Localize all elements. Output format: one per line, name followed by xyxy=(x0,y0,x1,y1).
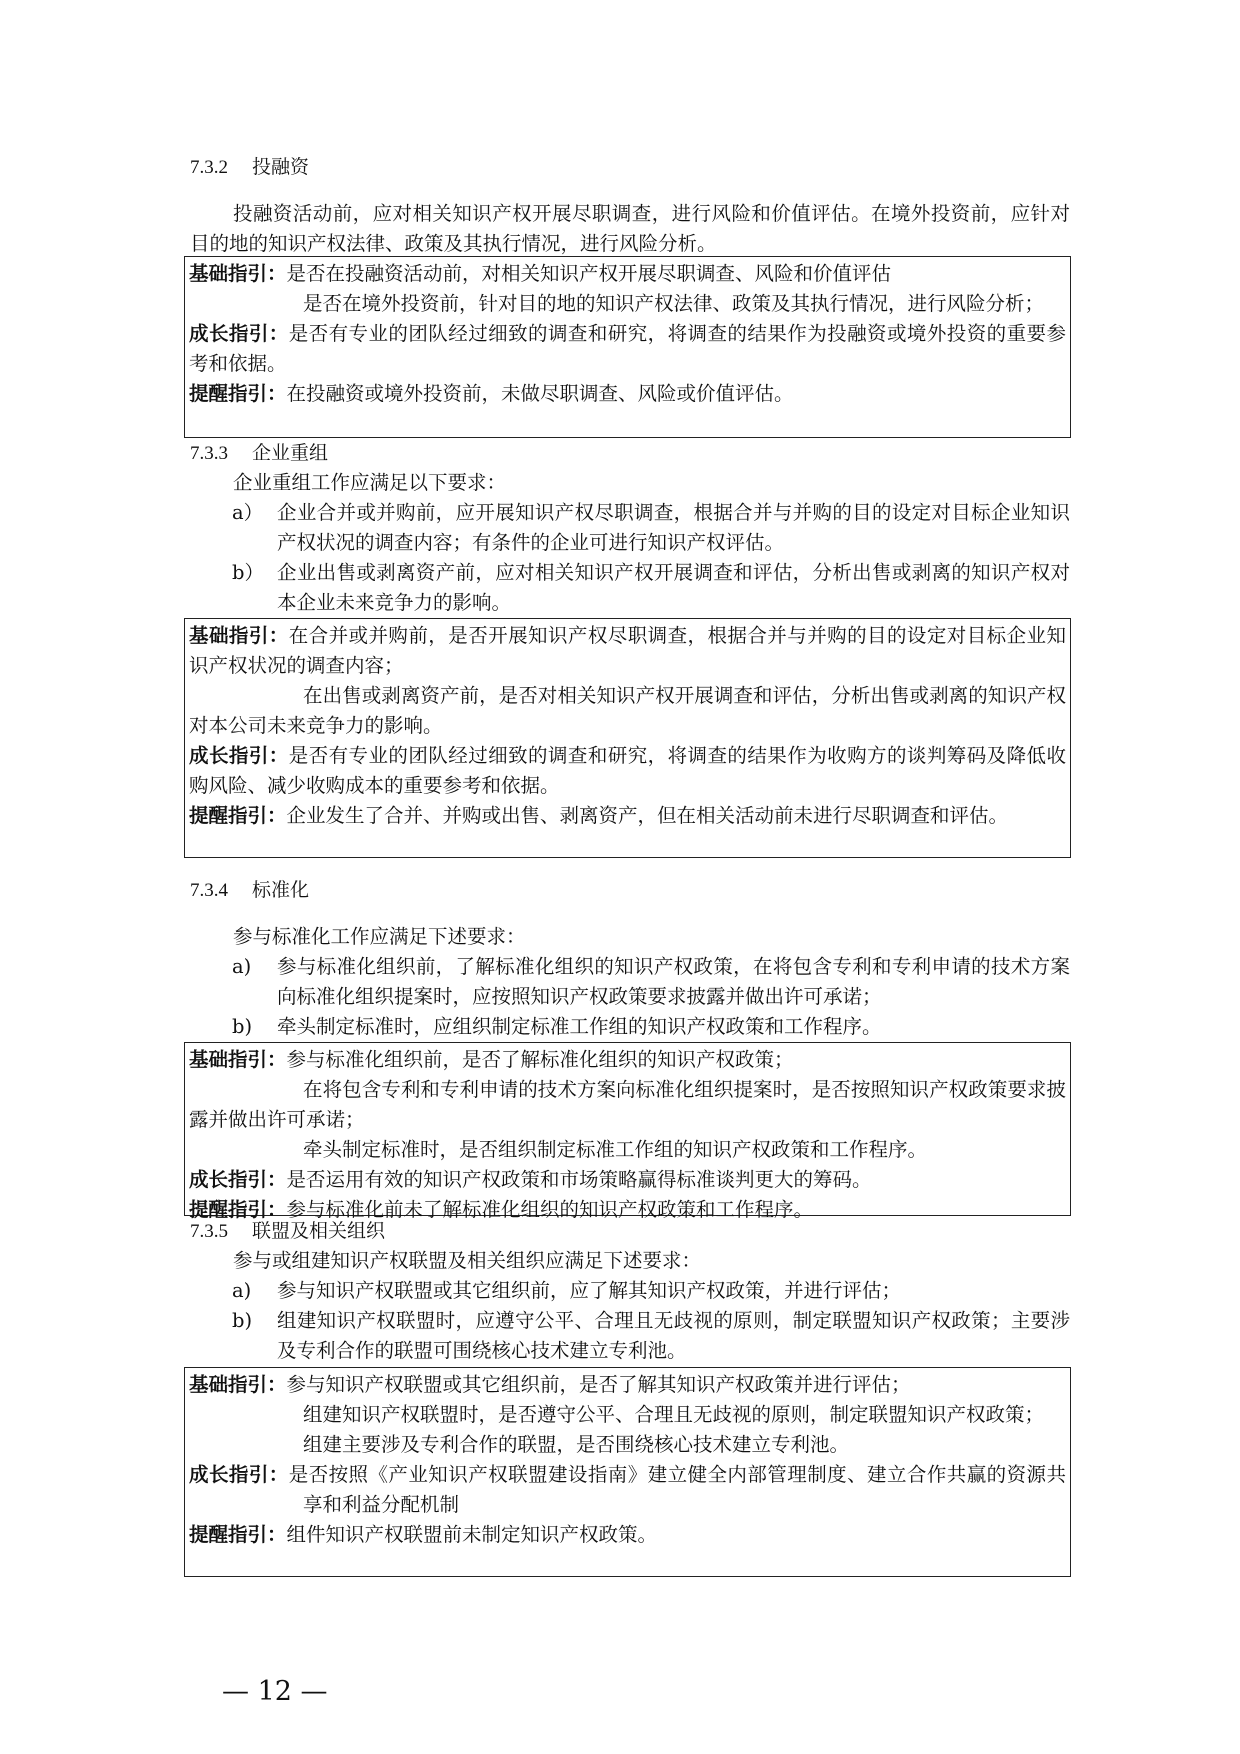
reminder-guidance-text: 在投融资或境外投资前，未做尽职调查、风险或价值评估。 xyxy=(286,382,794,405)
list-item xyxy=(232,1306,1070,1366)
basic-guidance-text: 牵头制定标准时，是否组织制定标准工作组的知识产权政策和工作程序。 xyxy=(303,1138,928,1161)
growth-guidance-label: 成长指引： xyxy=(189,744,289,767)
list-item-label: a） xyxy=(232,501,264,524)
basic-guidance-label: 基础指引： xyxy=(189,262,287,285)
section-intro xyxy=(190,468,1070,498)
reminder-guidance-text: 组件知识产权联盟前未制定知识产权政策。 xyxy=(286,1523,658,1546)
section-number: 7.3.4 xyxy=(190,880,228,901)
guidance-box-7-3-3 xyxy=(184,618,1071,858)
basic-guidance-text: 在合并或并购前，是否开展知识产权尽职调查，根据合并与并购的目的设定对目标企业知识产权状况的调查内容； xyxy=(189,624,1066,677)
growth-guidance-text: 是否有专业的团队经过细致的调查和研究，将调查的结果作为收购方的谈判筹码及降低收购风险、减少收购成本的重要参考和依据。 xyxy=(189,744,1066,797)
list-item xyxy=(232,1012,1070,1042)
reminder-guidance-label: 提醒指引： xyxy=(189,1523,287,1546)
basic-guidance-label: 基础指引： xyxy=(189,1373,287,1396)
basic-guidance-text: 是否在境外投资前，针对目的地的知识产权法律、政策及其执行情况，进行风险分析； xyxy=(303,292,1045,315)
list-item xyxy=(232,952,1070,1012)
basic-guidance-label: 基础指引： xyxy=(189,624,289,647)
guidance-box-7-3-5 xyxy=(184,1367,1071,1577)
section-heading-7-3-4 xyxy=(190,875,1070,905)
list-item xyxy=(232,558,1070,618)
list-item-label: b) xyxy=(232,1309,253,1332)
intro-text: 企业重组工作应满足以下要求： xyxy=(233,471,507,494)
reminder-guidance-label: 提醒指引： xyxy=(189,1198,287,1221)
list-item-label: a) xyxy=(232,955,252,978)
section-heading-7-3-3 xyxy=(190,438,1070,468)
basic-guidance-text: 参与标准化组织前，是否了解标准化组织的知识产权政策； xyxy=(286,1048,794,1071)
section-intro xyxy=(190,1246,1070,1276)
guidance-box-7-3-4 xyxy=(184,1042,1071,1221)
list-item-label: b) xyxy=(232,1015,253,1038)
list-item-text: 企业出售或剥离资产前，应对相关知识产权开展调查和评估，分析出售或剥离的知识产权对本企业未来竞争力的影响。 xyxy=(277,561,1070,614)
list-item-text: 牵头制定标准时，应组织制定标准工作组的知识产权政策和工作程序。 xyxy=(277,1015,882,1038)
section-title: 标准化 xyxy=(252,879,310,901)
reminder-guidance-label: 提醒指引： xyxy=(189,804,287,827)
page-number: — 12 — xyxy=(222,1676,328,1707)
section-heading-7-3-5 xyxy=(190,1216,1070,1246)
reminder-guidance-text: 参与标准化前未了解标准化组织的知识产权政策和工作程序。 xyxy=(286,1198,814,1221)
basic-guidance-label: 基础指引： xyxy=(189,1048,287,1071)
list-item xyxy=(232,498,1070,558)
growth-guidance-text: 是否有专业的团队经过细致的调查和研究，将调查的结果作为投融资或境外投资的重要参考和依据。 xyxy=(189,322,1066,375)
growth-guidance-label: 成长指引： xyxy=(189,322,289,345)
growth-guidance-label: 成长指引： xyxy=(189,1168,287,1191)
section-intro xyxy=(190,922,1070,952)
intro-text: 参与标准化工作应满足下述要求： xyxy=(233,925,526,948)
list-item-text: 企业合并或并购前，应开展知识产权尽职调查，根据合并与并购的目的设定对目标企业知识产权状况的调查内容；有条件的企业可进行知识产权评估。 xyxy=(277,501,1070,554)
guidance-box-7-3-2 xyxy=(184,256,1071,438)
section-paragraph xyxy=(190,199,1070,259)
list-item-text: 组建知识产权联盟时，应遵守公平、合理且无歧视的原则，制定联盟知识产权政策；主要涉及专利合作的联盟可围绕核心技术建立专利池。 xyxy=(277,1309,1070,1362)
list-item xyxy=(232,1276,1070,1306)
list-item-text: 参与标准化组织前，了解标准化组织的知识产权政策，在将包含专利和专利申请的技术方案向标准化组织提案时，应按照知识产权政策要求披露并做出许可承诺； xyxy=(277,955,1070,1008)
section-number: 7.3.3 xyxy=(190,443,228,464)
basic-guidance-text: 组建主要涉及专利合作的联盟，是否围绕核心技术建立专利池。 xyxy=(303,1433,850,1456)
list-item-label: a) xyxy=(232,1279,252,1302)
section-number: 7.3.2 xyxy=(190,157,228,178)
reminder-guidance-text: 企业发生了合并、并购或出售、剥离资产，但在相关活动前未进行尽职调查和评估。 xyxy=(286,804,1009,827)
growth-guidance-text: 是否运用有效的知识产权政策和市场策略赢得标准谈判更大的筹码。 xyxy=(286,1168,872,1191)
growth-guidance-text: 是否按照《产业知识产权联盟建设指南》建立健全内部管理制度、建立合作共赢的资源共享和利益分配机制 xyxy=(288,1463,1066,1516)
basic-guidance-text: 在出售或剥离资产前，是否对相关知识产权开展调查和评估，分析出售或剥离的知识产权对本公司未来竞争力的影响。 xyxy=(189,684,1066,737)
list-item-label: b） xyxy=(232,561,264,584)
basic-guidance-text: 是否在投融资活动前，对相关知识产权开展尽职调查、风险和价值评估 xyxy=(286,262,892,285)
section-heading-7-3-2 xyxy=(190,152,1070,182)
section-number: 7.3.5 xyxy=(190,1221,228,1242)
basic-guidance-text: 参与知识产权联盟或其它组织前，是否了解其知识产权政策并进行评估； xyxy=(286,1373,911,1396)
intro-text: 参与或组建知识产权联盟及相关组织应满足下述要求： xyxy=(233,1249,702,1272)
reminder-guidance-label: 提醒指引： xyxy=(189,382,287,405)
section-title: 联盟及相关组织 xyxy=(252,1220,386,1242)
paragraph-text: 投融资活动前，应对相关知识产权开展尽职调查，进行风险和价值评估。在境外投资前，应针对目的地的知识产权法律、政策及其执行情况，进行风险分析。 xyxy=(190,202,1070,255)
basic-guidance-text: 组建知识产权联盟时，是否遵守公平、合理且无歧视的原则，制定联盟知识产权政策； xyxy=(303,1403,1045,1426)
basic-guidance-text: 在将包含专利和专利申请的技术方案向标准化组织提案时，是否按照知识产权政策要求披露并做出许可承诺； xyxy=(189,1078,1066,1131)
list-item-text: 参与知识产权联盟或其它组织前，应了解其知识产权政策，并进行评估； xyxy=(277,1279,902,1302)
section-title: 企业重组 xyxy=(252,442,329,464)
growth-guidance-label: 成长指引： xyxy=(189,1463,289,1486)
section-title: 投融资 xyxy=(252,156,310,178)
